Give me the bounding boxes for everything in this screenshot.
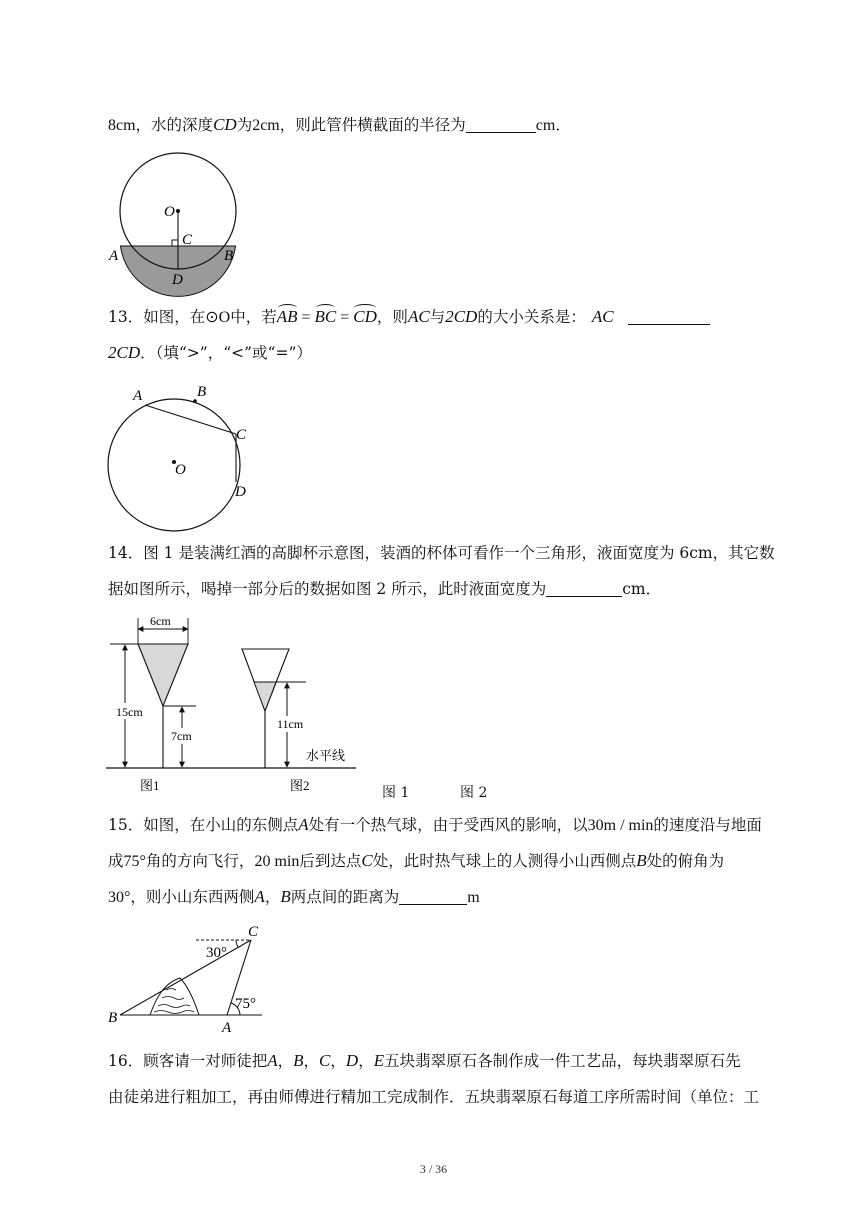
label-b: B [224,248,234,264]
q12-text: 8cm，水的深度CD为2cm，则此管件横截面的半径为 cm． [108,115,571,134]
label-d: D [235,484,246,500]
label-c: C [236,427,247,443]
answer-blank [399,888,467,905]
height-label: 15cm [116,705,143,719]
q12-figure [110,150,250,290]
label-b: B [108,1010,118,1026]
q15-line1: 15．如图，在小山的东侧点A处有一个热气球，由于受西风的影响，以30m / min的速度沿与地面 [108,815,762,834]
label-c: C [182,232,193,248]
answer-blank [466,116,536,133]
width-label: 6cm [150,614,171,628]
wine-fill-2 [254,682,276,711]
horizon-label: 水平线 [306,748,346,763]
caption-2: 图2 [290,778,310,793]
q15-figure [104,920,274,1035]
q13-line2: 2CD．（填“>”，“<”或“=”） [108,343,312,362]
label-b: B [197,384,207,400]
label-a: A [133,388,143,404]
q13-line1: 13．如图，在⊙O中，若AB = BC = CD，则AC与2CD的大小关系是： AC [108,306,710,329]
q14-line1: 14．图 1 是装满红酒的高脚杯示意图，装酒的杯体可看作一个三角形，液面宽度为 6cm，其它数 [108,544,775,562]
circle-o [108,399,240,531]
label-a: A [109,248,119,264]
caption-1: 图1 [140,778,160,793]
wine-fill-1 [138,644,188,706]
q14-caption-2: 图 2 [460,785,488,801]
q13-figure [105,380,265,540]
center-dot [176,209,180,213]
q14-line2: 据如图所示，喝掉一部分后的数据如图 2 所示，此时液面宽度为 cm． [108,580,662,598]
page-number: 3 / 36 [419,1162,448,1176]
q15-line3: 30°，则小山东西两侧A，B两点间的距离为 m [108,887,480,906]
angle-30-label: 30° [206,945,227,961]
line-bc [120,940,251,1015]
label-c: C [248,924,259,940]
q14-caption-1: 图 1 [382,785,410,801]
level-label: 11cm [277,717,304,731]
answer-blank [628,308,710,325]
q16-line1: 16．顾客请一对师徒把A，B，C，D，E五块翡翠原石各制作成一件工艺品，每块翡翠原石先 [108,1051,741,1070]
angle-75-label: 75° [235,996,256,1012]
label-o: O [175,462,186,478]
q14-figure [100,612,370,797]
answer-blank [546,580,622,597]
label-o: O [164,204,175,220]
stem-label: 7cm [171,729,192,743]
angle-30-arc [236,940,238,947]
right-angle-mark [172,240,178,246]
q15-line2: 成75°角的方向飞行，20 min后到达点C处，此时热气球上的人测得小山西侧点B处的俯角为 [108,851,725,870]
q16-line2: 由徒弟进行粗加工，再由师傅进行精加工完成制作．五块翡翠原石每道工序所需时间（单位：工 [108,1088,760,1106]
label-d: D [172,272,183,288]
label-a: A [222,1020,232,1036]
